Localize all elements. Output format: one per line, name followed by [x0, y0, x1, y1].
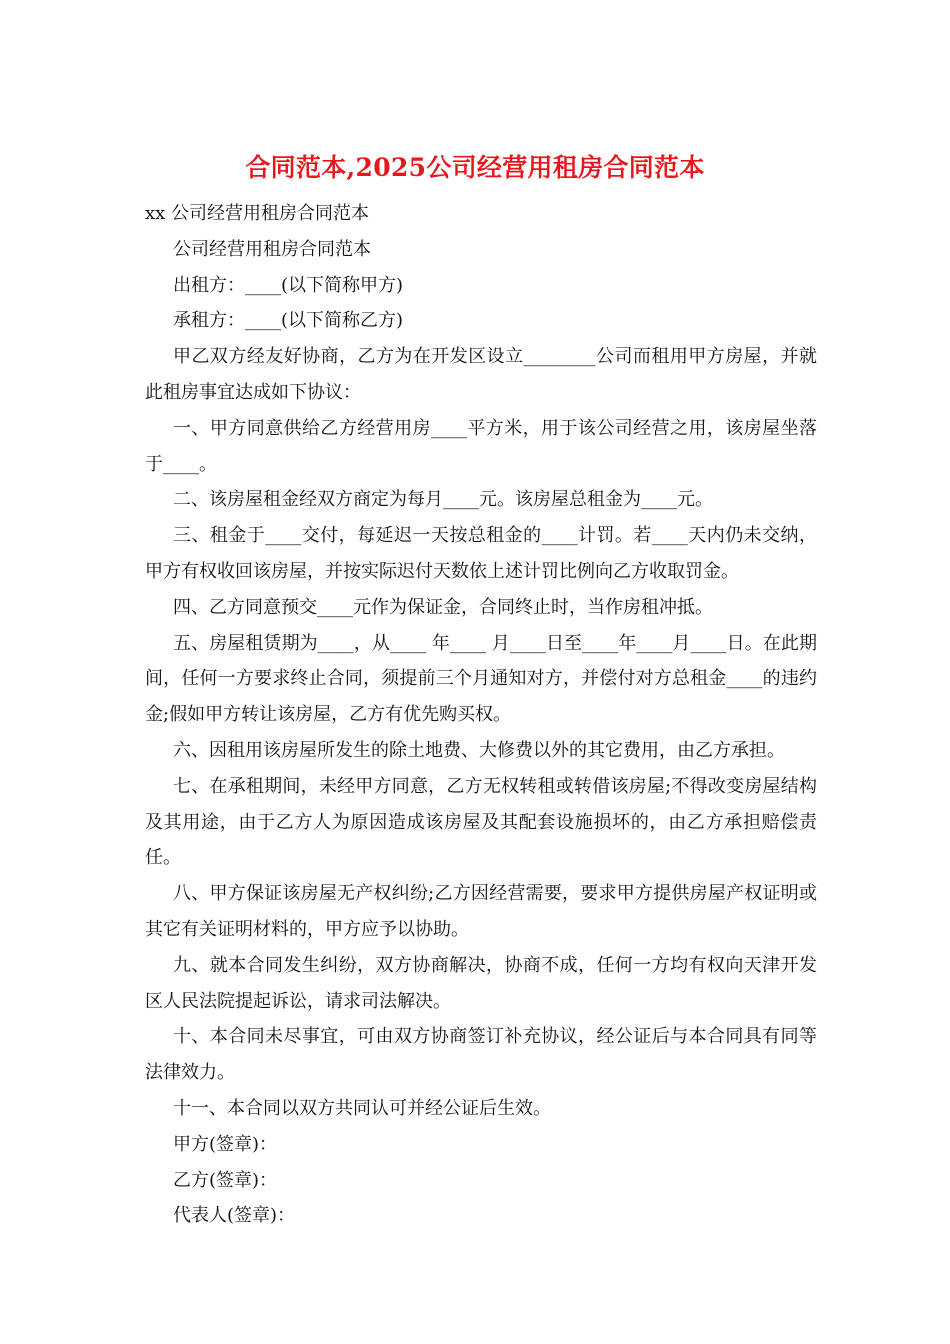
- clause-7: 七、在承租期间，未经甲方同意，乙方无权转租或转借该房屋;不得改变房屋结构及其用途，由于乙方人为原因造成该房屋及其配套设施损坏的，由乙方承担赔偿责任。: [145, 775, 817, 869]
- paragraph-lessor: 出租方：____(以下简称甲方): [173, 274, 404, 296]
- paragraph-heading: xx 公司经营用租房合同范本: [145, 203, 370, 224]
- paragraph-lessee: 承租方：____(以下简称乙方): [173, 310, 404, 332]
- clause-6: 六、因租用该房屋所发生的除土地费、大修费以外的其它费用，由乙方承担。: [173, 739, 785, 761]
- clause-5: 五、房屋租赁期为____，从____ 年____ 月____日至____年____月____日。在此期间，任何一方要求终止合同，须提前三个月通知对方，并偿付对方总租金____的违约金;假如甲方转让该房屋，乙方有优先购买权。: [145, 632, 817, 726]
- clause-11: 十一、本合同以双方共同认可并经公证后生效。: [173, 1097, 551, 1119]
- clause-10: 十、本合同未尽事宜，可由双方协商签订补充协议，经公证后与本合同具有同等法律效力。: [145, 1026, 817, 1084]
- signature-party-b: 乙方(签章)：: [173, 1169, 278, 1191]
- clause-4: 四、乙方同意预交____元作为保证金，合同终止时，当作房租冲抵。: [173, 596, 713, 618]
- signature-party-a: 甲方(签章)：: [173, 1133, 278, 1155]
- paragraph-preamble: 甲乙双方经友好协商，乙方为在开发区设立________公司而租用甲方房屋，并就此租房事宜达成如下协议：: [145, 346, 817, 403]
- paragraph-subtitle: 公司经营用租房合同范本: [173, 238, 371, 260]
- clause-2: 二、该房屋租金经双方商定为每月____元。该房屋总租金为____元。: [173, 489, 713, 511]
- clause-9: 九、就本合同发生纠纷，双方协商解决，协商不成，任何一方均有权向天津开发区人民法院提起诉讼，请求司法解决。: [145, 954, 817, 1012]
- document-body: [145, 196, 817, 1234]
- clause-8: 八、甲方保证该房屋无产权纠纷;乙方因经营需要，要求甲方提供房屋产权证明或其它有关证明材料的，甲方应予以协助。: [145, 883, 817, 940]
- clause-3: 三、租金于____交付，每延迟一天按总租金的____计罚。若____天内仍未交纳，甲方有权收回该房屋，并按实际迟付天数依上述计罚比例向乙方收取罚金。: [145, 525, 817, 582]
- signature-representative: 代表人(签章)：: [173, 1205, 296, 1227]
- clause-1: 一、甲方同意供给乙方经营用房____平方米，用于该公司经营之用，该房屋坐落于____。: [145, 417, 817, 475]
- document-title: 合同范本,2025公司经营用租房合同范本: [245, 153, 705, 182]
